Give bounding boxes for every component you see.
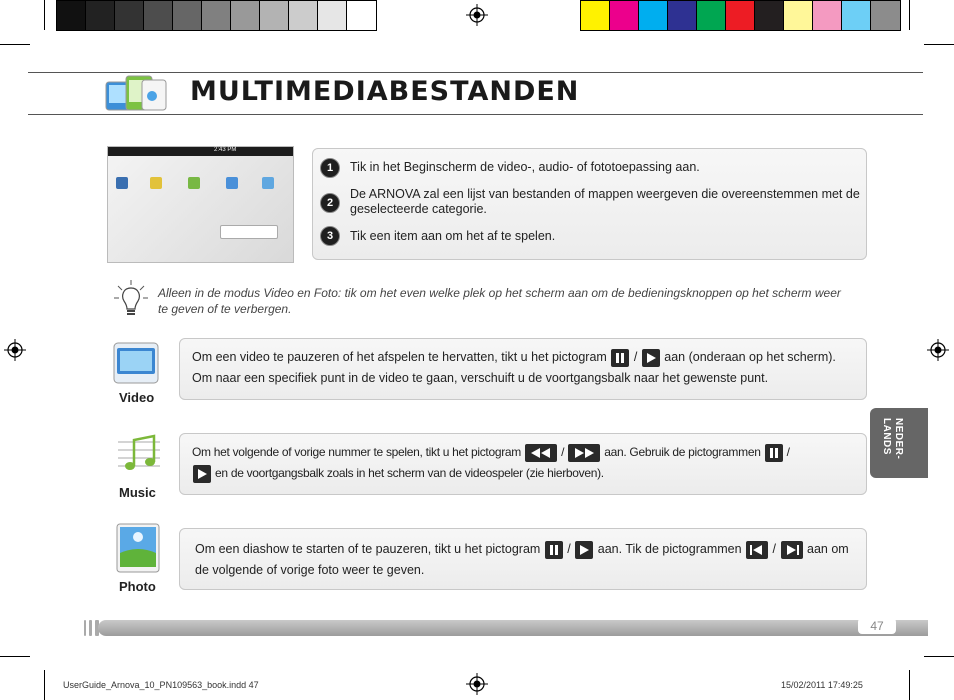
play-icon — [642, 349, 660, 367]
color-swatch — [173, 1, 202, 30]
pause-icon — [545, 541, 563, 559]
color-swatch — [668, 1, 697, 30]
app-icon[interactable] — [150, 177, 162, 189]
color-swatch — [726, 1, 755, 30]
search-widget[interactable] — [220, 225, 278, 239]
step-text: De ARNOVA zal een lijst van bestanden of mappen weergeven die overeenstemmen met de geselecteerde categorie. — [350, 187, 860, 216]
music-description — [192, 442, 862, 484]
crop-mark — [0, 656, 30, 657]
app-icon[interactable] — [116, 177, 128, 189]
previous-photo-icon — [746, 541, 768, 559]
color-swatch — [115, 1, 144, 30]
video-label: Video — [119, 390, 155, 405]
registration-mark-icon — [927, 339, 949, 361]
timestamp-slug: 15/02/2011 17:49:25 — [781, 680, 863, 690]
color-swatch — [144, 1, 173, 30]
music-app-icon — [116, 434, 162, 474]
music-sep1: / — [561, 445, 565, 459]
color-swatch — [755, 1, 784, 30]
crop-mark — [0, 44, 30, 45]
music-sep2: / — [786, 445, 790, 459]
photo-text-b: aan. Tik de pictogrammen — [597, 542, 742, 556]
registration-mark-icon — [466, 4, 488, 26]
footer-bar — [98, 620, 928, 636]
color-swatch — [610, 1, 639, 30]
crop-mark — [44, 0, 45, 30]
pause-icon — [611, 349, 629, 367]
app-icon[interactable] — [262, 177, 274, 189]
photo-app-icon — [116, 523, 160, 573]
language-tab-label: NEDER-LANDS — [881, 418, 904, 460]
app-icon[interactable] — [226, 177, 238, 189]
music-label: Music — [119, 485, 156, 500]
next-photo-icon — [781, 541, 803, 559]
video-text-a: Om een video te pauzeren of het afspelen te hervatten, tikt u het pictogram — [192, 350, 607, 364]
status-time: 2:43 PM — [214, 147, 237, 153]
video-app-icon — [113, 342, 159, 384]
status-bar — [108, 147, 293, 156]
step-text: Tik een item aan om het af te spelen. — [350, 229, 556, 243]
photo-description — [195, 539, 855, 581]
next-track-icon — [568, 444, 600, 462]
color-swatch — [842, 1, 871, 30]
gray-color-bar — [56, 0, 377, 31]
color-swatch — [57, 1, 86, 30]
video-sep: / — [633, 350, 638, 364]
color-swatch — [697, 1, 726, 30]
photo-text-a: Om een diashow te starten of te pauzeren, tikt u het pictogram — [195, 542, 541, 556]
photo-sep2: / — [772, 542, 777, 556]
music-text-c: en de voortgangsbalk zoals in het scherm van de videospeler (zie hierboven). — [215, 466, 604, 480]
pause-icon — [765, 444, 783, 462]
color-swatch — [318, 1, 347, 30]
tip-text: Alleen in de modus Video en Foto: tik om het even welke plek op het scherm aan om de bedieningsknoppen op het scherm weer te geven of te verbergen. — [158, 286, 841, 316]
play-icon — [193, 465, 211, 483]
color-swatch — [260, 1, 289, 30]
color-swatch — [784, 1, 813, 30]
color-swatch — [289, 1, 318, 30]
color-swatch — [639, 1, 668, 30]
music-text-a: Om het volgende of vorige nummer te spelen, tikt u het pictogram — [192, 445, 521, 459]
step-number-badge: 3 — [320, 226, 340, 246]
video-description — [192, 347, 852, 389]
file-slug: UserGuide_Arnova_10_PN109563_book.indd 47 — [63, 680, 259, 690]
registration-mark-icon — [4, 339, 26, 361]
crop-mark — [924, 44, 954, 45]
color-swatch — [347, 1, 376, 30]
lightbulb-icon — [114, 280, 148, 320]
page-title: MULTIMEDIABESTANDEN — [190, 76, 580, 107]
color-swatch — [202, 1, 231, 30]
photo-text-c: aan om de volgende of vorige foto weer te geven. — [195, 542, 849, 577]
play-icon — [575, 541, 593, 559]
color-swatch — [231, 1, 260, 30]
color-swatch — [871, 1, 900, 30]
photo-label: Photo — [119, 579, 156, 594]
music-text-b: aan. Gebruik de pictogrammen — [604, 445, 761, 459]
previous-track-icon — [525, 444, 557, 462]
page-number: 47 — [858, 618, 896, 634]
crop-mark — [909, 670, 910, 700]
step-number-badge: 1 — [320, 158, 340, 178]
multimedia-header-icon — [104, 72, 168, 116]
color-swatch — [86, 1, 115, 30]
language-tab — [870, 408, 928, 478]
crop-mark — [909, 0, 910, 30]
step-text: Tik in het Beginscherm de video-, audio- of fototoepassing aan. — [350, 160, 700, 174]
color-swatch — [813, 1, 842, 30]
app-icon[interactable] — [188, 177, 200, 189]
video-text-b: aan (onderaan op het scherm). Om naar een specifiek punt in de video te gaan, verschuift u de voortgangsbalk naar het gewenste punt. — [192, 350, 836, 385]
step-number-badge: 2 — [320, 193, 340, 213]
photo-sep1: / — [567, 542, 571, 556]
crop-mark — [44, 670, 45, 700]
crop-mark — [924, 656, 954, 657]
device-screen-thumbnail — [107, 146, 294, 263]
process-color-bar — [580, 0, 901, 31]
registration-mark-icon — [466, 673, 488, 695]
color-swatch — [581, 1, 610, 30]
